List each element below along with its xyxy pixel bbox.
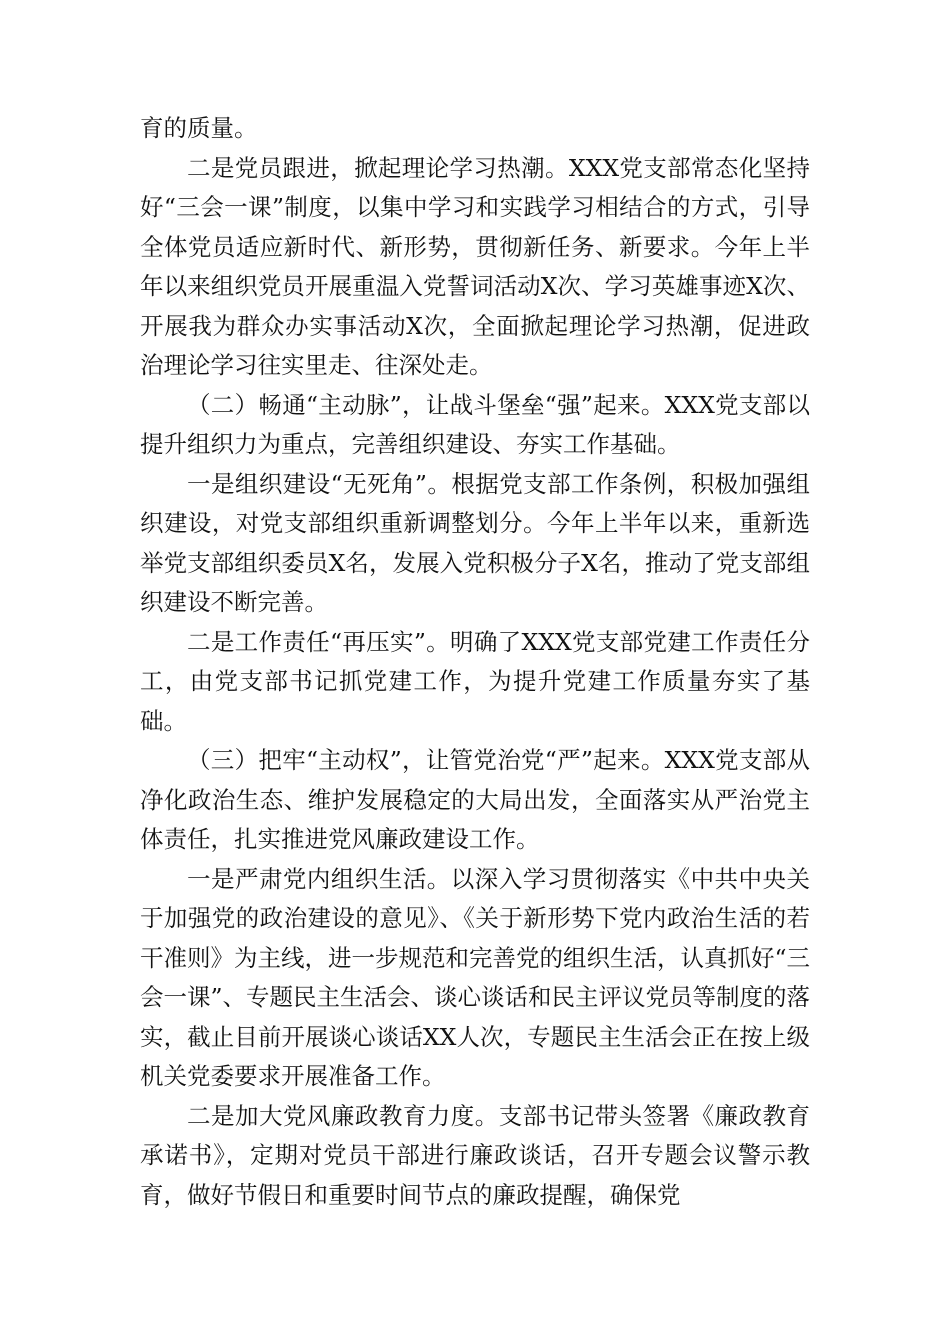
section-heading-3: （三）把牢“主动权”，让管党治党“严”起来。XXX党支部从净化政治生态、维护发展稳定的大局出发，全面落实从严治党主体责任，扎实推进党风廉政建设工作。	[140, 746, 810, 853]
section-heading-2: （二）畅通“主动脉”，让战斗堡垒“强”起来。XXX党支部以提升组织力为重点，完善组织建设、夯实工作基础。	[140, 390, 810, 458]
paragraph-continuation: 育的质量。	[140, 114, 258, 142]
paragraph-party-member-study: 二是党员跟进，掀起理论学习热潮。XXX党支部常态化坚持好“三会一课”制度，以集中学习和实践学习相结合的方式，引导全体党员适应新时代、新形势，贯彻新任务、新要求。今年上半年以来组织党员开展重温入党誓词活动X次、学习英雄事迹X次、开展我为群众办实事活动X次，全面掀起理论学习热潮，促进政治理论学习往实里走、往深处走。	[140, 153, 810, 379]
paragraph-organization-building: 一是组织建设“无死角”。根据党支部工作条例，积极加强组织建设，对党支部组织重新调整划分。今年上半年以来，重新选举党支部组织委员X名，发展入党积极分子X名，推动了党支部组织建设不断完善。	[140, 469, 810, 616]
document-page	[140, 109, 810, 1215]
paragraph-organizational-life: 一是严肃党内组织生活。以深入学习贯彻落实《中共中央关于加强党的政治建设的意见》、《关于新形势下党内政治生活的若干准则》为主线，进一步规范和完善党的组织生活，认真抓好“三会一课”、专题民主生活会、谈心谈话和民主评议党员等制度的落实，截止目前开展谈心谈话XX人次，专题民主生活会正在按上级机关党委要求开展准备工作。	[140, 864, 811, 1090]
paragraph-work-responsibility: 二是工作责任“再压实”。明确了XXX党支部党建工作责任分工，由党支部书记抓党建工作，为提升党建工作质量夯实了基础。	[140, 627, 810, 735]
paragraph-integrity-education: 二是加大党风廉政教育力度。支部书记带头签署《廉政教育承诺书》，定期对党员干部进行廉政谈话，召开专题会议警示教育，做好节假日和重要时间节点的廉政提醒，确保党	[140, 1101, 810, 1209]
